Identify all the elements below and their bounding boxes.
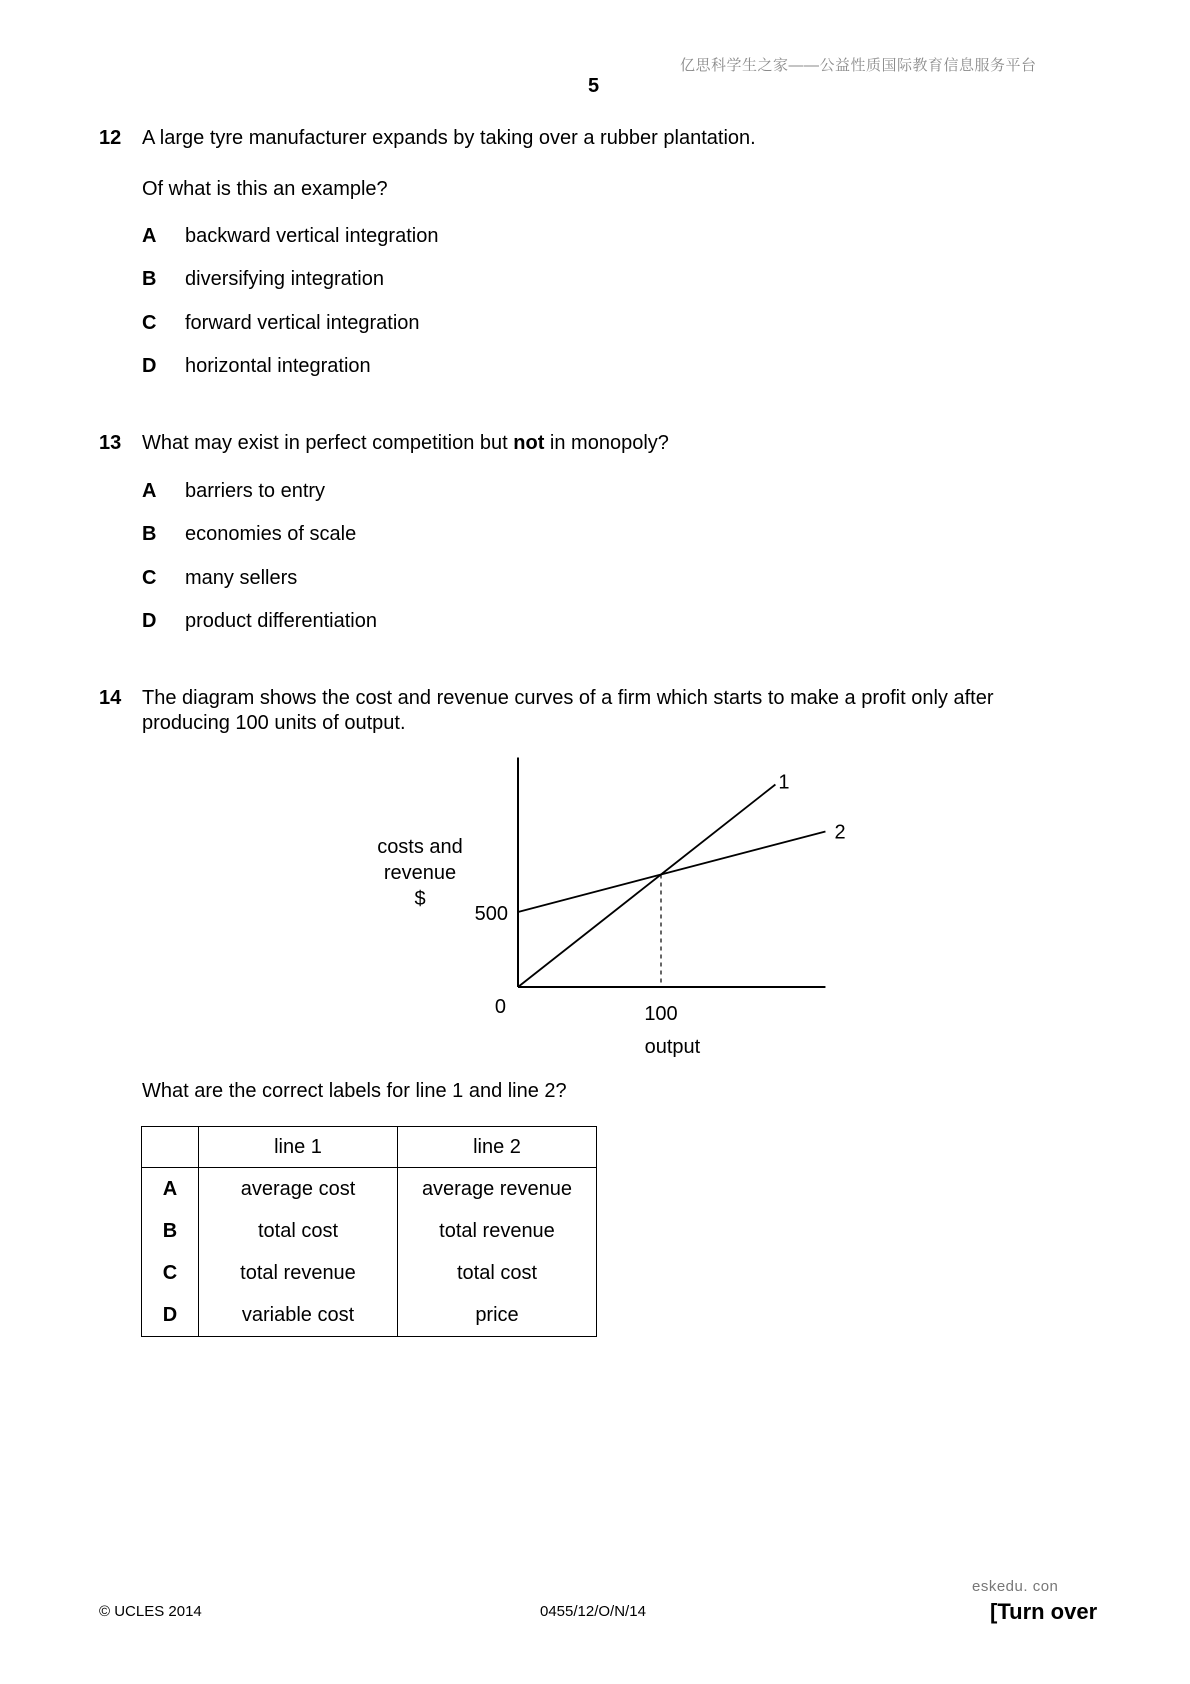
- question-14-stem-line1: The diagram shows the cost and revenue curves of a firm which starts to make a profit only after: [142, 687, 994, 709]
- row-line2: price: [398, 1294, 597, 1337]
- stem-emphasis: not: [513, 432, 545, 454]
- series-label-2: 2: [834, 821, 846, 844]
- row-letter: A: [142, 1168, 199, 1211]
- q12-option-letter: C: [142, 312, 157, 334]
- y-axis-title-line: costs and: [377, 836, 463, 858]
- answer-table: [141, 1126, 597, 1337]
- q12-option-text: horizontal integration: [185, 355, 371, 377]
- q13-option-text: barriers to entry: [185, 480, 326, 502]
- copyright: © UCLES 2014: [99, 1603, 202, 1620]
- series-line-2: [518, 831, 825, 912]
- x-tick-label: 100: [644, 1003, 678, 1025]
- y-axis-title-line: $: [414, 888, 426, 910]
- question-14-prompt: What are the correct labels for line 1 and line 2?: [142, 1080, 567, 1102]
- table-row: [142, 1168, 597, 1211]
- table-row: [142, 1210, 597, 1252]
- row-line1: total revenue: [199, 1252, 398, 1294]
- page-number: 5: [588, 75, 600, 97]
- row-letter: B: [142, 1210, 199, 1252]
- stem-part: in monopoly?: [544, 432, 669, 454]
- table-row: [142, 1294, 597, 1337]
- q12-option-text: backward vertical integration: [185, 225, 439, 247]
- paper-code: 0455/12/O/N/14: [540, 1603, 646, 1620]
- question-12-stem: A large tyre manufacturer expands by taking over a rubber plantation.: [142, 127, 756, 149]
- question-14-stem-line2: producing 100 units of output.: [142, 712, 406, 734]
- q13-option-letter: D: [142, 610, 157, 632]
- x-axis-title: output: [644, 1036, 701, 1058]
- table-header-row: [142, 1127, 597, 1168]
- y-tick-label: 500: [474, 903, 508, 925]
- question-number-14: 14: [99, 687, 122, 709]
- row-line1: variable cost: [199, 1294, 398, 1337]
- table-header-cell: line 2: [398, 1127, 597, 1168]
- watermark: 亿思科学生之家——公益性质国际教育信息服务平台: [680, 57, 1037, 74]
- q12-option-letter: D: [142, 355, 157, 377]
- question-13-stem: [142, 432, 669, 455]
- q12-option-text: diversifying integration: [185, 268, 384, 290]
- row-line2: average revenue: [398, 1168, 597, 1211]
- y-axis-title-line: revenue: [383, 862, 457, 884]
- row-letter: D: [142, 1294, 199, 1337]
- row-letter: C: [142, 1252, 199, 1294]
- q12-option-letter: B: [142, 268, 157, 290]
- q13-option-letter: B: [142, 523, 157, 545]
- q13-option-letter: C: [142, 567, 157, 589]
- table-header-cell: [142, 1127, 199, 1168]
- q13-option-letter: A: [142, 480, 157, 502]
- row-line2: total revenue: [398, 1210, 597, 1252]
- table-header-cell: line 1: [199, 1127, 398, 1168]
- table-row: [142, 1252, 597, 1294]
- q13-option-text: many sellers: [185, 567, 298, 589]
- cost-revenue-diagram: [360, 755, 846, 1060]
- row-line2: total cost: [398, 1252, 597, 1294]
- question-number-12: 12: [99, 127, 122, 149]
- row-line1: total cost: [199, 1210, 398, 1252]
- q12-option-letter: A: [142, 225, 157, 247]
- question-number-13: 13: [99, 432, 122, 454]
- turn-over-label: [Turn over: [990, 1599, 1098, 1624]
- origin-label: 0: [494, 996, 506, 1018]
- stem-part: What may exist in perfect competition but: [142, 432, 514, 454]
- q13-option-text: product differentiation: [185, 610, 377, 632]
- series-label-1: 1: [778, 771, 790, 794]
- q12-option-text: forward vertical integration: [185, 312, 420, 334]
- row-line1: average cost: [199, 1168, 398, 1211]
- question-12-prompt: Of what is this an example?: [142, 178, 388, 200]
- site-watermark: eskedu. con: [972, 1578, 1059, 1595]
- series-line-1: [518, 785, 775, 988]
- q13-option-text: economies of scale: [185, 523, 357, 545]
